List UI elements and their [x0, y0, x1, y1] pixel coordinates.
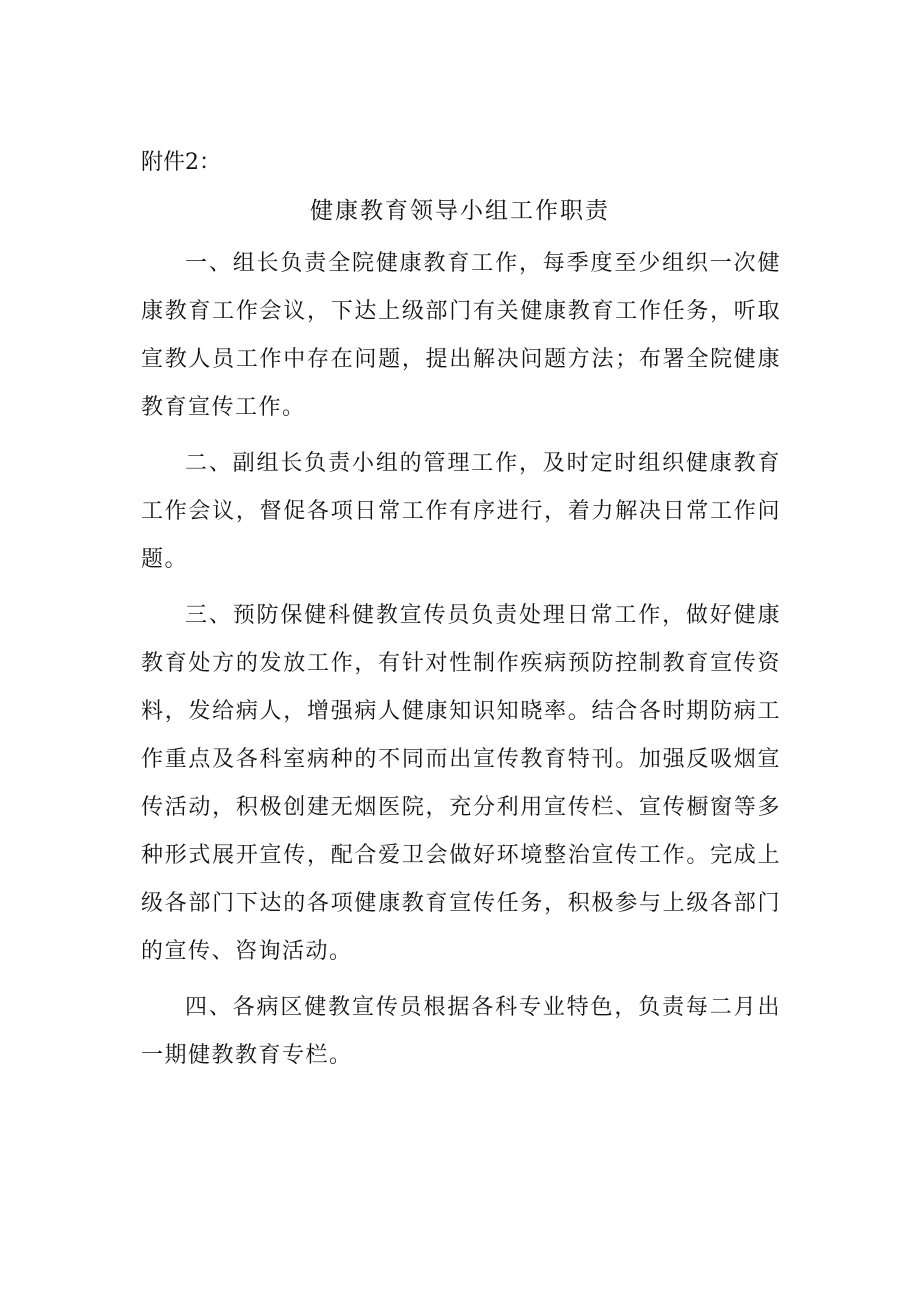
- document-body: [141, 240, 781, 1088]
- paragraph-4: 四、各病区健教宣传员根据各科专业特色，负责每二月出一期健教教育专栏。: [141, 995, 781, 1068]
- paragraph-1: 一、组长负责全院健康教育工作，每季度至少组织一次健康教育工作会议，下达上级部门有关健康教育工作任务，听取宣教人员工作中存在问题，提出解决问题方法；布署全院健康教育宣传工作。: [141, 251, 781, 420]
- attachment-label: 附件2：: [141, 150, 221, 175]
- document-title: 健康教育领导小组工作职责: [310, 198, 610, 224]
- paragraph-3: 三、预防保健科健教宣传员负责处理日常工作，做好健康教育处方的发放工作，有针对性制作疾病预防控制教育宣传资料，发给病人，增强病人健康知识知晓率。结合各时期防病工作重点及各科室病种的不同而出宣传教育特刊。加强反吸烟宣传活动，积极创建无烟医院，充分利用宣传栏、宣传橱窗等多种形式展开宣传，配合爱卫会做好环境整治宣传工作。完成上级各部门下达的各项健康教育宣传任务，积极参与上级各部门的宣传、咨询活动。: [141, 603, 781, 964]
- paragraph-2: 二、副组长负责小组的管理工作，及时定时组织健康教育工作会议，督促各项日常工作有序进行，着力解决日常工作问题。: [141, 451, 781, 572]
